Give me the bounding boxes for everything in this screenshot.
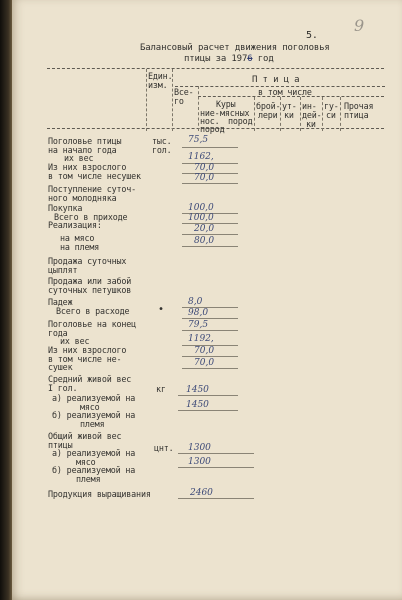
value-total-weight-meat: 1300 [188,457,211,467]
row-label-day-old-arrival [48,185,136,202]
bullet-mark: • [158,304,164,315]
label-line: а) реализуемой на [52,448,136,459]
col-divider-turkeys [322,97,323,131]
row-label-cockerels [48,277,131,294]
value-purchase: 100,0 [188,203,214,213]
label-line: б) реализуемой на [52,465,136,476]
page-number: 5. [306,30,318,41]
row-label-avg-weight [48,375,131,392]
unit-kg: кг [156,384,166,394]
header-geese-line2: си [326,110,336,120]
value-avg-weight-meat: 1450 [186,400,209,410]
header-unit [148,72,172,89]
row-label-start-stock [48,137,121,163]
document-title-line2 [184,55,274,64]
label-line: Из них взрослого [48,162,127,172]
col-divider-meat [254,97,255,131]
label-line: мясо [76,456,96,467]
value-end-stock: 79,5 [188,320,209,330]
entry-line [178,410,238,411]
entry-line [178,395,238,396]
label-line: Поголовье птицы [48,136,122,146]
label-line: I гол. [48,382,78,393]
label-line: Реализация: [48,220,102,231]
header-other-line2: птица [344,110,369,120]
label-line: на племя [60,241,100,252]
row-label-end-stock [48,320,136,346]
label-line: Поступление суточ- [48,184,137,194]
value-for-breeding: 80,0 [194,236,215,246]
header-chickens-line2: ние- [200,108,220,118]
header-group-title: П т и ц а [252,75,300,85]
unit-line: гол. [152,144,172,155]
label-line: б) реализуемой на [52,410,136,421]
label-line: птицы [48,439,73,450]
header-subgroup-title: в том числе [258,87,312,97]
entry-line [182,183,238,184]
label-line: в том числе несушек [48,170,141,181]
value-start-stock: 75,5 [188,135,209,145]
row-label-adult-start [48,163,141,180]
header-broilers-line1: брой- [256,101,281,111]
label-line: Продажа суточных [48,256,127,266]
header-unit-line: изм. [148,79,168,90]
value-avg-weight: 1450 [186,385,209,395]
entry-line [178,453,254,454]
header-ducks-line2: ки [284,110,294,120]
header-ducks-line1: ут- [282,101,297,111]
header-turkeys-line2: дей- [302,110,322,120]
title-year-suffix: год [252,54,274,64]
document-page [12,0,402,600]
value-total-expense: 98,0 [188,308,209,318]
row-label-production: Продукция выращивания [48,489,151,499]
value-total-income: 100,0 [188,213,214,223]
label-line: Средний живой вес [48,374,132,384]
row-label-deaths [48,298,129,315]
label-line: суточных петушков [48,284,132,295]
value-end-weight: 1192, [188,334,214,344]
book-spine [0,0,12,600]
label-line: Падеж [48,297,73,307]
label-line: Общий живой вес [48,431,122,441]
label-line: племя [76,473,101,484]
label-line: а) реализуемой на [52,393,136,403]
value-sales: 20,0 [194,224,215,234]
title-year-prefix: птицы за 197 [184,54,248,64]
row-label-total-weight [48,432,135,484]
label-line: Из них взрослого [48,345,127,355]
value-total-weight: 1300 [188,443,211,453]
label-line: года [48,327,68,338]
header-total [174,88,194,105]
row-label-adult-end [48,346,126,372]
label-line: на начало года [48,144,117,155]
document-title-line1: Балансовый расчет движения поголовья [140,43,330,53]
header-chickens: Куры [216,99,236,109]
unit-line: тыс. [152,136,172,146]
value-adult-end: 70,0 [194,346,215,356]
header-total-line: Все- [174,87,194,97]
label-line: мясо [80,401,100,412]
entry-line [182,147,238,148]
value-production: 2460 [190,488,213,498]
entry-line [182,318,238,319]
header-geese-line1: гу- [324,101,339,111]
label-line: Продажа или забой [48,276,132,286]
header-chickens-line4: пород [200,124,225,134]
label-line: их вес [60,336,90,347]
unit-thousand-heads [152,137,172,154]
label-line: Поголовье на конец [48,319,137,329]
value-layers-start: 70,0 [194,173,215,183]
value-adult-start: 70,0 [194,163,215,173]
entry-line [178,498,254,499]
unit-centner: цнт. [154,443,174,453]
label-line: ного молодняка [48,192,117,203]
label-line: их вес [64,153,94,164]
label-line: в том числе не- [48,353,122,364]
header-top-rule [47,68,384,69]
value-deaths: 8,0 [188,297,203,307]
row-label-purchase [48,204,127,230]
entry-line [182,356,238,357]
col-divider-ducks [300,97,301,131]
label-line: Всего в приходе [54,211,128,222]
label-line: цыплят [48,264,78,275]
header-chickens-line3: нос. [200,116,220,126]
label-line: Покупка [48,203,83,213]
header-other-line1: Прочая [344,101,374,111]
entry-line [182,330,238,331]
col-divider-unit [146,69,147,131]
label-line: племя [80,418,105,429]
pencil-page-mark: 9 [354,16,365,35]
col-divider-geese [340,97,341,131]
label-line: сушек [48,362,73,373]
header-turkeys-line1: ин- [302,101,317,111]
col-divider-chickens [198,86,199,131]
header-unit-line: Един. [148,71,173,81]
entry-line [182,368,238,369]
header-turkeys-line3: ки [306,119,316,129]
header-meat-line2: пород [228,116,253,126]
entry-line [182,234,238,235]
header-broilers-line2: лери [258,110,278,120]
row-label-sale-breakdown [48,234,99,251]
header-total-line: го [174,95,184,106]
title-year-digit: 6 [247,54,253,64]
label-line: Всего в расходе [56,305,130,316]
header-meat-line1: мясных [220,108,250,118]
row-label-avg-weight-breakdown [52,394,135,428]
row-label-chick-sales [48,257,126,274]
value-layers-end: 70,0 [194,358,215,368]
entry-line [178,467,254,468]
entry-line [182,246,238,247]
label-line: на мясо [60,233,95,243]
value-start-weight: 1162, [188,152,214,162]
